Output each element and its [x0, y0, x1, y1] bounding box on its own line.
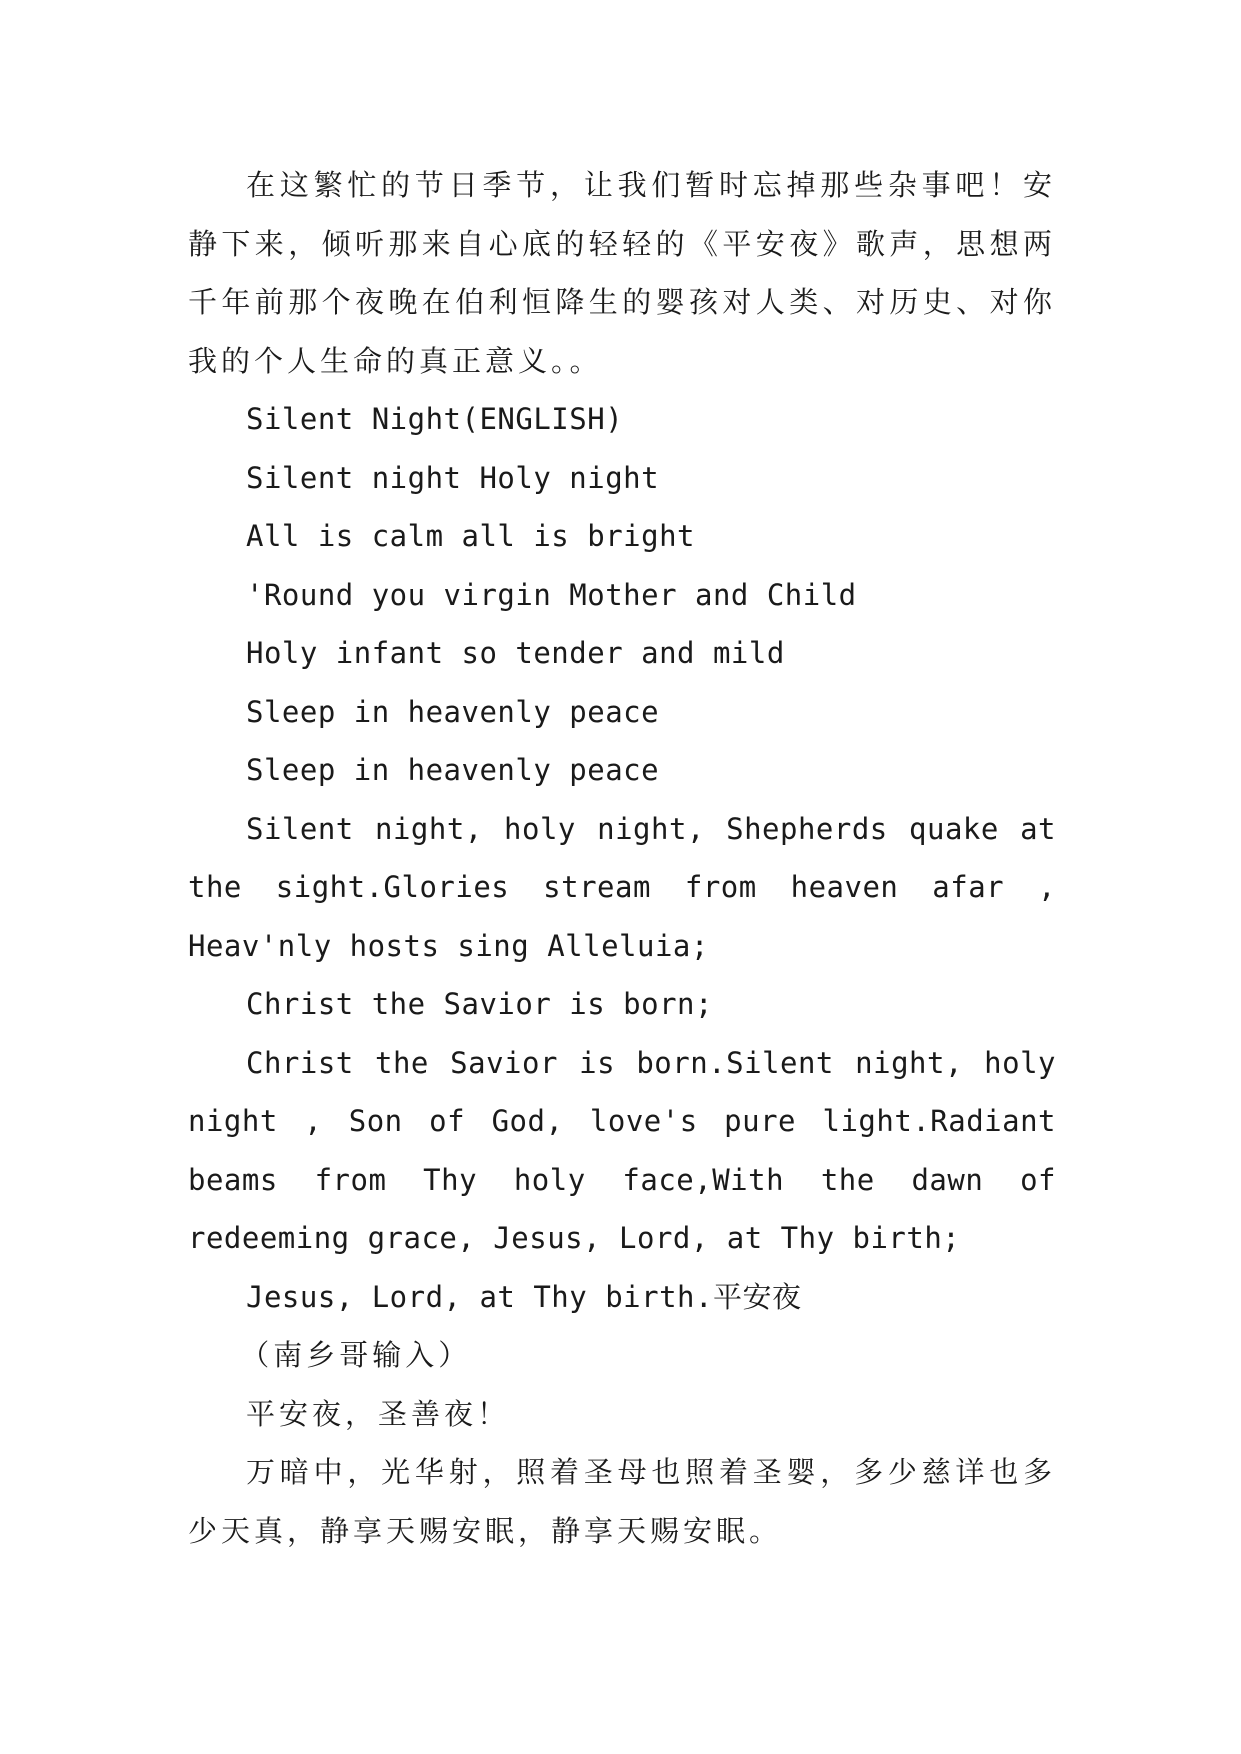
lyric-line: Sleep in heavenly peace	[246, 753, 660, 787]
lyric-line: All is calm all is bright	[246, 519, 695, 553]
document-body	[188, 156, 1056, 1560]
lyric-line: Holy infant so tender and mild	[246, 636, 785, 670]
paragraph-song-title: Silent Night(ENGLISH)	[246, 402, 624, 436]
lyric-paragraph: Silent night, holy night, Shepherds quake at the sight.Glories stream from heaven afar , Heav'nly hosts sing Alleluia;	[188, 811, 1056, 963]
lyric-line: Sleep in heavenly peace	[246, 694, 660, 729]
paragraph-intro: 在这繁忙的节日季节，让我们暂时忘掉那些杂事吧！安静下来，倾听那来自心底的轻轻的《平安夜》歌声，思想两千年前那个夜晚在伯利恒降生的婴孩对人类、对历史、对你我的个人生命的真正意义。。	[188, 168, 1056, 378]
lyric-paragraph: Christ the Savior is born.Silent night, holy night , Son of God, love's pure light.Radiant beams from Thy holy face,With the dawn of redeeming grace, Jesus, Lord, at Thy birth;	[188, 1045, 1056, 1255]
lyric-line-chinese: 平安夜，圣善夜！	[246, 1396, 511, 1431]
lyric-paragraph-chinese: 万暗中，光华射，照着圣母也照着圣婴，多少慈详也多少天真，静享天赐安眠，静享天赐安眠。	[188, 1455, 1056, 1548]
lyric-line: Christ the Savior is born;	[246, 987, 713, 1021]
lyric-line: Silent night Holy night	[246, 460, 660, 495]
paragraph-input-credit: （南乡哥输入）	[240, 1338, 472, 1372]
lyric-line: Jesus, Lord, at Thy birth.平安夜	[246, 1279, 802, 1314]
lyric-line: 'Round you virgin Mother and Child	[246, 577, 857, 612]
